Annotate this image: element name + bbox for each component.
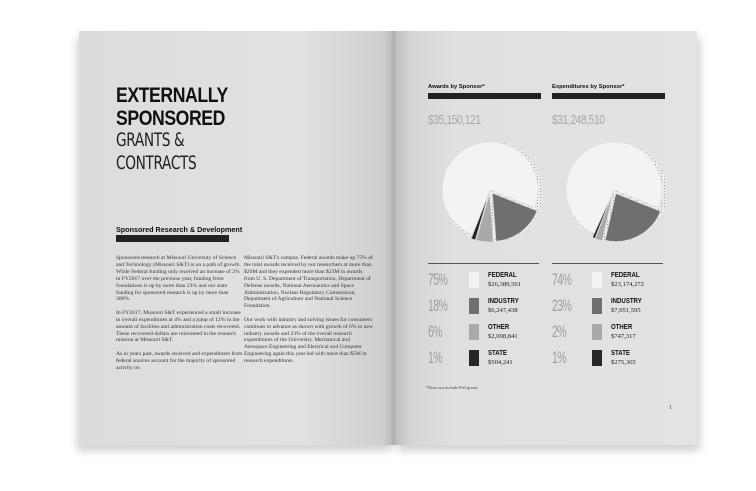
section-heading-bar	[116, 235, 229, 242]
legend-percent: 6%	[428, 322, 442, 341]
legend-label: OTHER	[488, 322, 510, 331]
book-spine	[392, 31, 396, 445]
legend-value: $504,241	[488, 359, 513, 366]
legend-label: STATE	[611, 348, 630, 357]
pie-chart-expenditures	[552, 130, 666, 250]
pie-chart-awards	[428, 130, 542, 250]
body-paragraph: Missouri S&T's campus. Federal awards make up 75% of the total awards received by our researchers at more than $26M and they expended more than $23M in awards from U. S. Department of Transportation, Department of Defense awards, National Aeronautics and Space Administration, Nuclear Regulatory Commission, Department of Agriculture and National Science Foundation.	[244, 255, 373, 310]
legend-label: FEDERAL	[611, 270, 640, 279]
page-title-line-1: EXTERNALLY	[116, 83, 228, 107]
legend-value: $7,051,595	[611, 307, 641, 314]
chart-total-expenditures: $31,248,510	[552, 112, 605, 127]
page-subtitle-line-1: GRANTS &	[116, 129, 185, 151]
page-subtitle-line-2: CONTRACTS	[116, 152, 197, 174]
page-number: 1	[669, 405, 672, 411]
legend-swatch	[592, 272, 602, 288]
page-title-line-2: SPONSORED	[116, 106, 225, 130]
legend-percent: 1%	[428, 348, 442, 367]
chart-divider	[552, 263, 663, 264]
chart-title-expenditures: Expenditures by Sponsor*	[552, 84, 625, 90]
legend-label: FEDERAL	[488, 270, 517, 279]
legend-swatch	[592, 350, 602, 366]
legend-swatch	[469, 272, 479, 288]
legend-swatch	[592, 324, 602, 340]
body-paragraph: In FY2017, Missouri S&T experienced a small increase in overall expenditures at 4% and a jump of 12% in the amount of facilities and administration costs recovered. These recovered dollars are reinvested in the research mission at Missouri S&T.	[116, 309, 241, 344]
body-column-2	[244, 255, 374, 372]
body-paragraph: Sponsored research at Missouri University of Science and Technology (Missouri S&T) is on a path of growth. While Federal funding only received an increase of 2% in FY2017 over the previous year, funding from foundations is up by more than 23% and our state funding for sponsored research is up by more than 300%.	[116, 255, 241, 303]
legend-value: $26,389,561	[488, 281, 521, 288]
legend-percent: 75%	[428, 270, 448, 289]
legend-swatch	[592, 298, 602, 314]
chart-total-awards: $35,150,121	[428, 112, 481, 127]
legend-swatch	[469, 298, 479, 314]
legend-percent: 1%	[552, 348, 566, 367]
footnote: *Does not include Pell grants	[426, 385, 478, 390]
legend-label: INDUSTRY	[611, 296, 642, 305]
section-heading: Sponsored Research & Development	[116, 225, 243, 234]
legend-value: $6,247,438	[488, 307, 518, 314]
legend-percent: 18%	[428, 296, 448, 315]
chart-divider	[428, 263, 539, 264]
legend-label: OTHER	[611, 322, 633, 331]
legend-value: $23,174,272	[611, 281, 644, 288]
legend-label: INDUSTRY	[488, 296, 519, 305]
legend-value: $275,365	[611, 359, 636, 366]
legend-value: $747,317	[611, 333, 636, 340]
legend-value: $2,008,841	[488, 333, 518, 340]
chart-title-bar	[428, 93, 541, 99]
body-column-1	[116, 255, 244, 378]
body-paragraph: Our work with industry and solving issues for consumers continues to advance as shown with growth of 6% in new industry awards and 23% of the overall research expenditures of the University. Mechanical and Aerospace Engineering and Electrical and Computer Engineering again this year led with more than $5M in research expenditures.	[244, 316, 373, 365]
legend-label: STATE	[488, 348, 507, 357]
body-paragraph: As in years past, awards received and expenditures from federal sources account for the majority of sponsored activity on	[116, 350, 243, 371]
chart-title-awards: Awards by Sponsor*	[428, 84, 485, 90]
legend-percent: 2%	[552, 322, 566, 341]
legend-swatch	[469, 350, 479, 366]
legend-percent: 23%	[552, 296, 572, 315]
chart-title-bar	[552, 93, 665, 99]
legend-percent: 74%	[552, 270, 572, 289]
legend-swatch	[469, 324, 479, 340]
